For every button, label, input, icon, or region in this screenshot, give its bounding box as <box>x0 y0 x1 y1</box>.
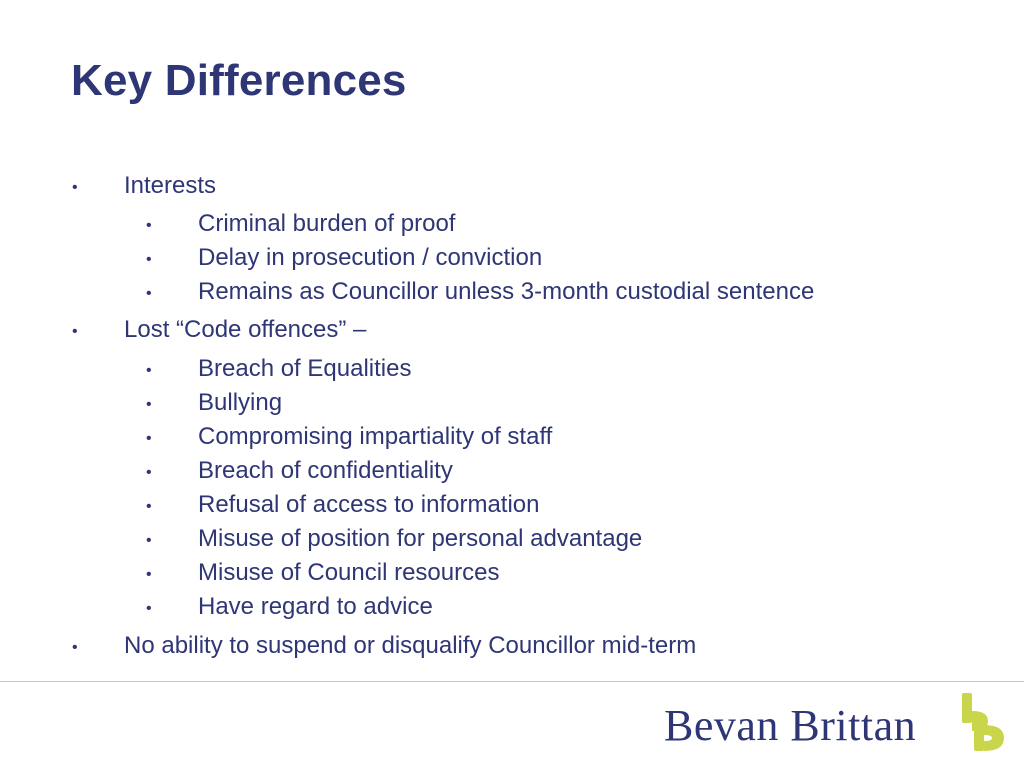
bullet-icon: • <box>146 600 152 617</box>
logo-stem-lower <box>974 717 984 751</box>
list-item: No ability to suspend or disqualify Councillor mid-term <box>124 632 697 659</box>
bullet-icon: • <box>72 179 78 196</box>
sub-list-item: Breach of confidentiality <box>198 457 453 484</box>
bullet-icon: • <box>146 498 152 515</box>
logo-bowl-lower <box>984 725 1004 751</box>
sub-list-item: Breach of Equalities <box>198 355 412 382</box>
sub-list-item: Misuse of Council resources <box>198 559 500 586</box>
bullet-icon: • <box>146 285 152 302</box>
bullet-icon: • <box>146 430 152 447</box>
sub-list-item: Bullying <box>198 389 283 416</box>
bullet-icon: • <box>146 464 152 481</box>
logo-stem-upper <box>962 693 972 723</box>
bullet-icon: • <box>146 566 152 583</box>
sub-list-item: Misuse of position for personal advantage <box>198 525 643 552</box>
bullet-icon: • <box>146 217 152 234</box>
list-item: Interests <box>124 172 217 199</box>
sub-list-item: Compromising impartiality of staff <box>198 423 553 450</box>
sub-list-item: Have regard to advice <box>198 593 433 620</box>
list-item: Lost “Code offences” – <box>124 316 367 343</box>
bullet-icon: • <box>146 396 152 413</box>
bullet-icon: • <box>72 323 78 340</box>
slide-title: Key Differences <box>71 56 407 105</box>
sub-list-item: Refusal of access to information <box>198 491 540 518</box>
sub-list-item: Criminal burden of proof <box>198 210 456 237</box>
bullet-icon: • <box>146 532 152 549</box>
sub-list-item: Delay in prosecution / conviction <box>198 244 543 271</box>
bullet-icon: • <box>146 251 152 268</box>
brand-wordmark: Bevan Brittan <box>664 701 917 750</box>
sub-list-item: Remains as Councillor unless 3-month custodial sentence <box>198 278 815 305</box>
bullet-icon: • <box>146 362 152 379</box>
bb-monogram-icon <box>958 691 1006 753</box>
bullet-icon: • <box>72 639 78 656</box>
